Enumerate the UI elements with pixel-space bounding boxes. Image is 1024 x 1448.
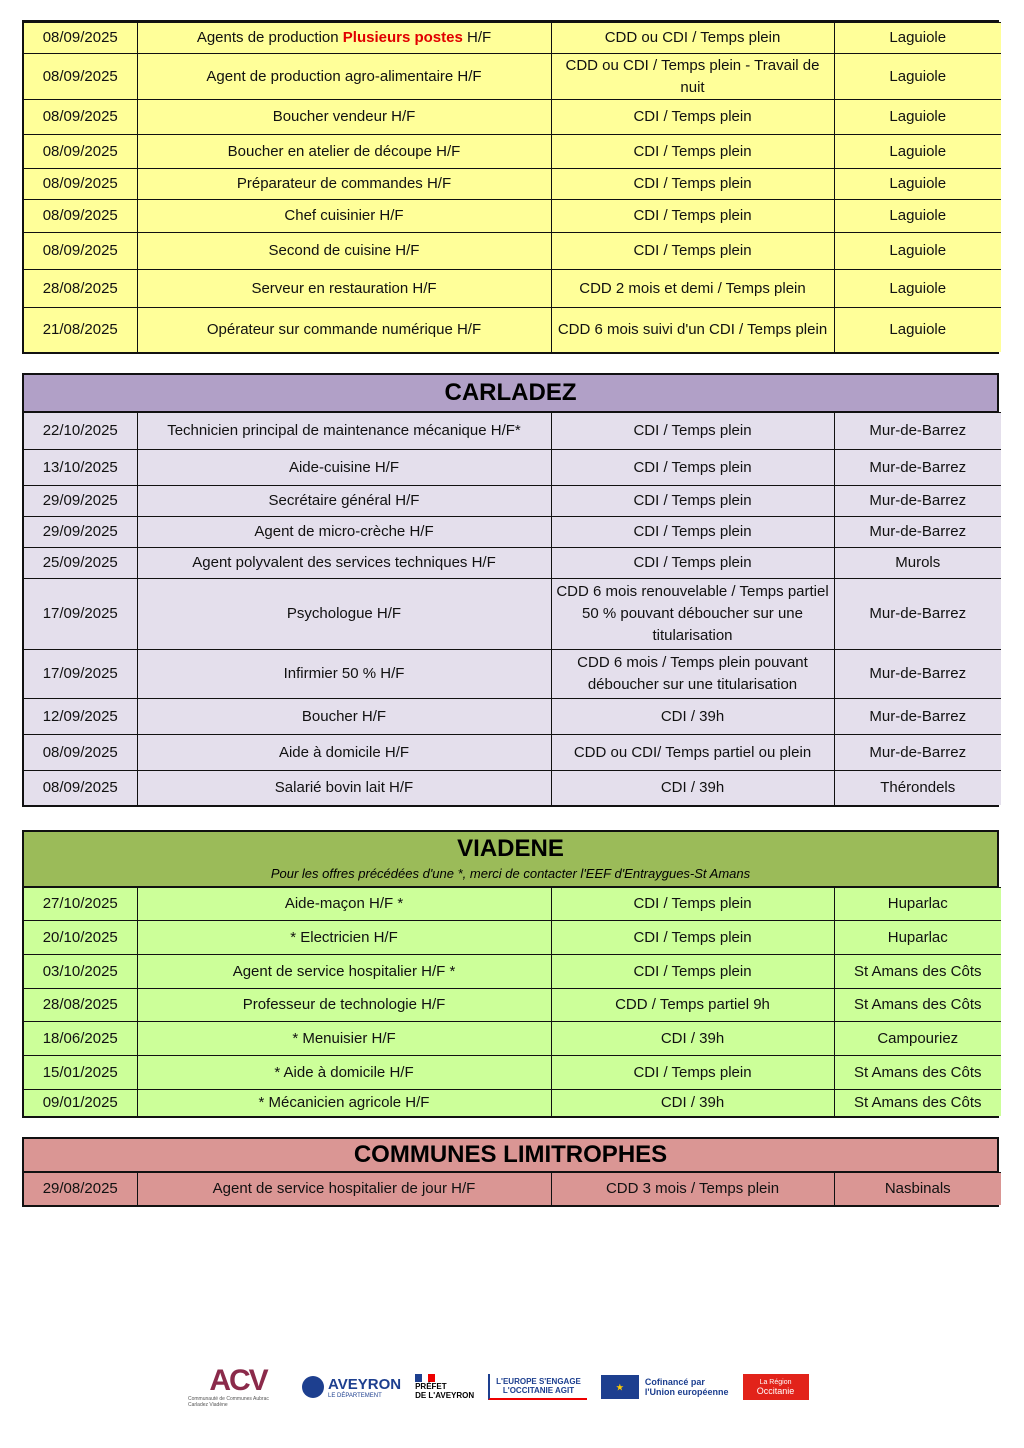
contract-type: CDI / Temps plein — [551, 233, 834, 270]
offer-date: 08/09/2025 — [24, 200, 137, 233]
location: Mur-de-Barrez — [834, 579, 1001, 650]
location: Mur-de-Barrez — [834, 650, 1001, 699]
job-title: Professeur de technologie H/F — [137, 989, 551, 1022]
job-title: Infirmier 50 % H/F — [137, 650, 551, 699]
table-row — [24, 517, 1001, 548]
table-row — [24, 579, 1001, 650]
location: Campouriez — [834, 1022, 1001, 1056]
section-title: CARLADEZ — [444, 379, 577, 406]
job-title: Agent de service hospitalier de jour H/F — [137, 1173, 551, 1205]
europe-occitanie-logo: L'EUROPE S'ENGAGE L'OCCITANIE AGIT — [488, 1374, 587, 1400]
section-subtitle: Pour les offres précédées d'une *, merci de contacter l'EEF d'Entraygues-St Amans — [270, 866, 751, 881]
table-row — [24, 54, 1001, 100]
section-header — [24, 375, 997, 412]
location: St Amans des Côts — [834, 1056, 1001, 1090]
location: Laguiole — [834, 270, 1001, 308]
location: Laguiole — [834, 135, 1001, 169]
section-header — [24, 1139, 997, 1172]
job-title: Opérateur sur commande numérique H/F — [137, 308, 551, 352]
offer-date: 29/09/2025 — [24, 486, 137, 517]
job-title: Agent de service hospitalier H/F * — [137, 955, 551, 989]
contract-type: CDD ou CDI/ Temps partiel ou plein — [551, 735, 834, 771]
location: Mur-de-Barrez — [834, 735, 1001, 771]
table-row — [24, 735, 1001, 771]
table-row — [24, 135, 1001, 169]
table-row — [24, 1090, 1001, 1116]
job-title: Agents de production Plusieurs postes H/F — [137, 23, 551, 54]
table-row — [24, 699, 1001, 735]
partner-logos — [188, 1366, 809, 1408]
offer-date: 27/10/2025 — [24, 888, 137, 921]
contract-type: CDI / Temps plein — [551, 100, 834, 135]
location: Huparlac — [834, 888, 1001, 921]
location: Mur-de-Barrez — [834, 517, 1001, 548]
table-row — [24, 23, 1001, 54]
job-title: Salarié bovin lait H/F — [137, 771, 551, 805]
table-row — [24, 771, 1001, 805]
contract-type: CDD 6 mois suivi d'un CDI / Temps plein — [551, 308, 834, 352]
section-title: COMMUNES LIMITROPHES — [353, 1141, 668, 1168]
offer-date: 08/09/2025 — [24, 54, 137, 100]
offer-date: 18/06/2025 — [24, 1022, 137, 1056]
contract-type: CDI / Temps plein — [551, 955, 834, 989]
table-row — [24, 888, 1001, 921]
location: St Amans des Côts — [834, 955, 1001, 989]
job-title: Secrétaire général H/F — [137, 486, 551, 517]
location: St Amans des Côts — [834, 1090, 1001, 1116]
job-title: * Electricien H/F — [137, 921, 551, 955]
section-communes — [22, 1137, 999, 1207]
offer-date: 09/01/2025 — [24, 1090, 137, 1116]
job-title: Serveur en restauration H/F — [137, 270, 551, 308]
offer-date: 08/09/2025 — [24, 233, 137, 270]
offer-date: 03/10/2025 — [24, 955, 137, 989]
contract-type: CDI / Temps plein — [551, 135, 834, 169]
contract-type: CDI / Temps plein — [551, 200, 834, 233]
contract-type: CDD / Temps partiel 9h — [551, 989, 834, 1022]
offer-date: 29/09/2025 — [24, 517, 137, 548]
contract-type: CDD 3 mois / Temps plein — [551, 1173, 834, 1205]
table-row — [24, 308, 1001, 352]
location: Laguiole — [834, 169, 1001, 200]
location: Mur-de-Barrez — [834, 699, 1001, 735]
offer-date: 21/08/2025 — [24, 308, 137, 352]
offer-date: 28/08/2025 — [24, 989, 137, 1022]
location: Murols — [834, 548, 1001, 579]
table-row — [24, 1056, 1001, 1090]
table-row — [24, 650, 1001, 699]
contract-type: CDI / Temps plein — [551, 548, 834, 579]
contract-type: CDI / 39h — [551, 1022, 834, 1056]
offer-date: 22/10/2025 — [24, 413, 137, 450]
occitanie-region-logo: La Région Occitanie — [743, 1374, 809, 1400]
location: Mur-de-Barrez — [834, 450, 1001, 486]
offer-date: 17/09/2025 — [24, 650, 137, 699]
location: Nasbinals — [834, 1173, 1001, 1205]
job-title: Aide-maçon H/F * — [137, 888, 551, 921]
offer-date: 12/09/2025 — [24, 699, 137, 735]
table-row — [24, 233, 1001, 270]
contract-type: CDI / Temps plein — [551, 450, 834, 486]
offer-date: 08/09/2025 — [24, 135, 137, 169]
contract-type: CDI / Temps plein — [551, 413, 834, 450]
job-title: Préparateur de commandes H/F — [137, 169, 551, 200]
job-title: * Aide à domicile H/F — [137, 1056, 551, 1090]
job-title: * Mécanicien agricole H/F — [137, 1090, 551, 1116]
job-title: Boucher vendeur H/F — [137, 100, 551, 135]
location: Laguiole — [834, 23, 1001, 54]
location: Laguiole — [834, 308, 1001, 352]
table-row — [24, 486, 1001, 517]
highlight-text: Plusieurs postes — [342, 29, 463, 46]
contract-type: CDI / Temps plein — [551, 517, 834, 548]
aveyron-logo: AVEYRON LE DÉPARTEMENT — [302, 1376, 401, 1399]
location: St Amans des Côts — [834, 989, 1001, 1022]
job-title: Boucher H/F — [137, 699, 551, 735]
job-title: Aide à domicile H/F — [137, 735, 551, 771]
table-row — [24, 413, 1001, 450]
offer-date: 08/09/2025 — [24, 735, 137, 771]
offer-date: 13/10/2025 — [24, 450, 137, 486]
location: Huparlac — [834, 921, 1001, 955]
table-row — [24, 989, 1001, 1022]
offer-date: 29/08/2025 — [24, 1173, 137, 1205]
contract-type: CDD ou CDI / Temps plein - Travail de nuit — [551, 54, 834, 100]
contract-type: CDD ou CDI / Temps plein — [551, 23, 834, 54]
location: Mur-de-Barrez — [834, 486, 1001, 517]
table-row — [24, 450, 1001, 486]
offer-date: 17/09/2025 — [24, 579, 137, 650]
offer-date: 08/09/2025 — [24, 23, 137, 54]
section-header — [24, 832, 997, 887]
location: Laguiole — [834, 200, 1001, 233]
contract-type: CDI / Temps plein — [551, 888, 834, 921]
offer-date: 28/08/2025 — [24, 270, 137, 308]
contract-type: CDD 6 mois / Temps plein pouvant déboucher sur une titularisation — [551, 650, 834, 699]
contract-type: CDI / Temps plein — [551, 1056, 834, 1090]
offer-date: 08/09/2025 — [24, 771, 137, 805]
eu-flag-icon: ★ — [601, 1375, 639, 1399]
section-laguiole — [22, 20, 999, 354]
location: Laguiole — [834, 233, 1001, 270]
table-row — [24, 169, 1001, 200]
contract-type: CDI / 39h — [551, 1090, 834, 1116]
section-carladez — [22, 373, 999, 807]
table-row — [24, 270, 1001, 308]
contract-type: CDI / Temps plein — [551, 921, 834, 955]
job-title: Agent de production agro-alimentaire H/F — [137, 54, 551, 100]
offer-date: 20/10/2025 — [24, 921, 137, 955]
offer-date: 08/09/2025 — [24, 100, 137, 135]
section-title: VIADENE — [457, 835, 564, 862]
job-title: Agent polyvalent des services techniques H/F — [137, 548, 551, 579]
section-viadene — [22, 830, 999, 1118]
offer-date: 25/09/2025 — [24, 548, 137, 579]
job-title: Boucher en atelier de découpe H/F — [137, 135, 551, 169]
table-row — [24, 100, 1001, 135]
job-title: Psychologue H/F — [137, 579, 551, 650]
offer-date: 08/09/2025 — [24, 169, 137, 200]
job-title: Second de cuisine H/F — [137, 233, 551, 270]
job-title: * Menuisier H/F — [137, 1022, 551, 1056]
offer-date: 15/01/2025 — [24, 1056, 137, 1090]
job-title: Aide-cuisine H/F — [137, 450, 551, 486]
contract-type: CDI / Temps plein — [551, 486, 834, 517]
location: Mur-de-Barrez — [834, 413, 1001, 450]
contract-type: CDI / 39h — [551, 699, 834, 735]
job-title: Chef cuisinier H/F — [137, 200, 551, 233]
table-row — [24, 1022, 1001, 1056]
table-row — [24, 921, 1001, 955]
location: Laguiole — [834, 100, 1001, 135]
contract-type: CDD 6 mois renouvelable / Temps partiel 50 % pouvant déboucher sur une titularisation — [551, 579, 834, 650]
aveyron-emblem-icon — [302, 1376, 324, 1398]
location: Laguiole — [834, 54, 1001, 100]
contract-type: CDD 2 mois et demi / Temps plein — [551, 270, 834, 308]
job-title: Technicien principal de maintenance mécanique H/F* — [137, 413, 551, 450]
table-row — [24, 955, 1001, 989]
contract-type: CDI / Temps plein — [551, 169, 834, 200]
eu-cofinance-logo: ★ Cofinancé par l'Union européenne — [601, 1375, 729, 1399]
table-row — [24, 548, 1001, 579]
table-row — [24, 200, 1001, 233]
contract-type: CDI / 39h — [551, 771, 834, 805]
prefet-logo: PRÉFET DE L'AVEYRON — [415, 1374, 474, 1400]
location: Thérondels — [834, 771, 1001, 805]
job-title: Agent de micro-crèche H/F — [137, 517, 551, 548]
acv-logo: ACV Communauté de Communes Aubrac Carladez Viadène — [188, 1364, 269, 1408]
table-row — [24, 1173, 1001, 1205]
